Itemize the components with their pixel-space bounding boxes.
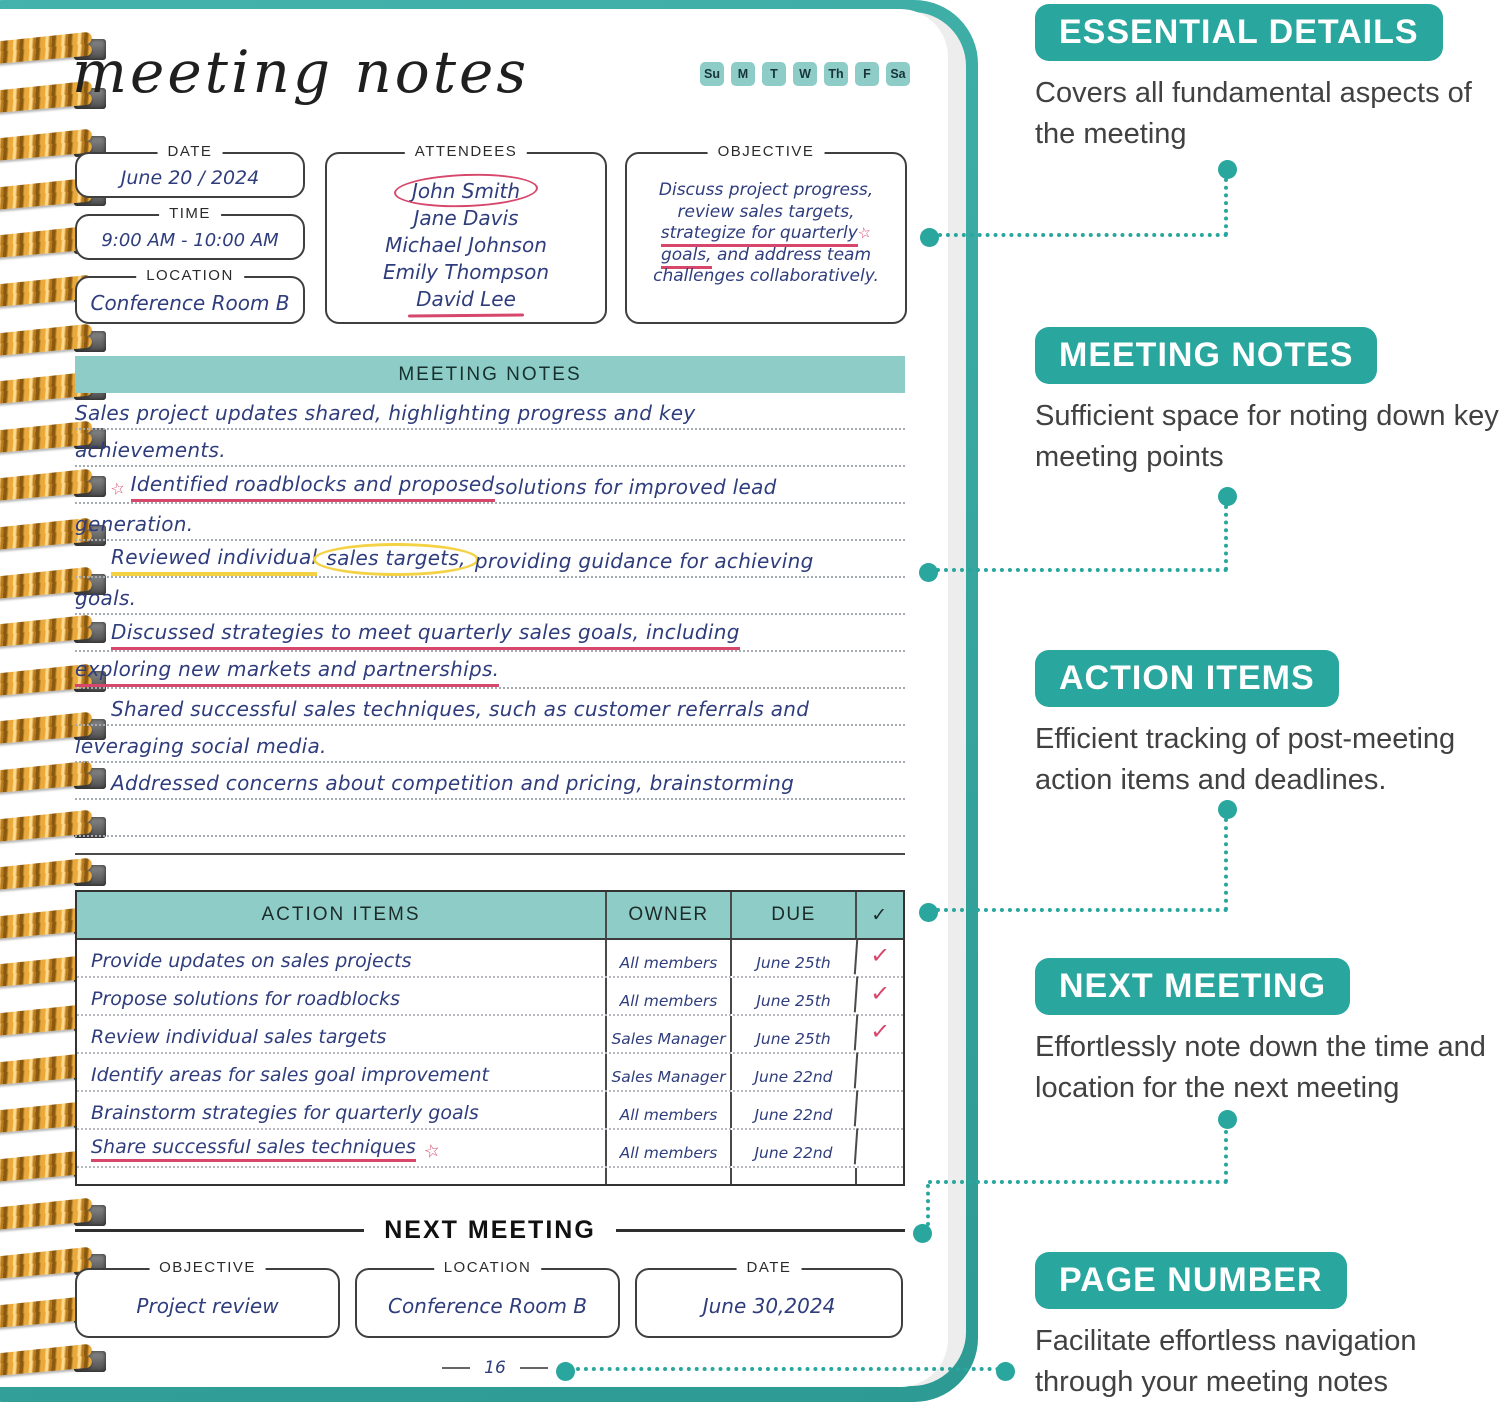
objective-label: OBJECTIVE <box>708 143 825 160</box>
action-item-text: Identify areas for sales goal improvement <box>91 1064 489 1086</box>
weekday-box: T <box>762 62 786 86</box>
callout-description: Facilitate effortless navigation through your meeting notes <box>1035 1325 1417 1398</box>
note-line <box>75 652 905 689</box>
date-field <box>75 143 305 198</box>
callout-title-badge: ESSENTIAL DETAILS <box>1035 4 1443 61</box>
owner-cell: All members <box>605 940 730 976</box>
text-segment: strategize for quarterly <box>661 223 858 247</box>
action-items-table <box>75 890 905 1186</box>
connector-line <box>576 1367 1000 1371</box>
next-date-label: DATE <box>737 1259 802 1276</box>
action-item-cell <box>77 1054 605 1090</box>
note-line <box>75 615 905 652</box>
note-line <box>75 467 905 504</box>
page-number-value: 16 <box>484 1358 506 1378</box>
connector-dot <box>920 228 939 247</box>
weekday-box: Th <box>824 62 848 86</box>
due-cell: June 25th <box>730 978 855 1014</box>
text-segment: challenges collaboratively. <box>653 266 879 286</box>
connector-dot <box>1218 160 1237 179</box>
text-segment: Identified roadblocks and proposed <box>131 472 495 502</box>
connector-dot <box>556 1362 575 1381</box>
page-number <box>410 1358 580 1378</box>
connector-dot <box>1218 800 1237 819</box>
text-segment: Shared successful sales techniques, such as customer referrals and <box>111 697 810 721</box>
callout <box>1035 4 1500 154</box>
next-meeting-title: NEXT MEETING <box>384 1216 596 1244</box>
note-line <box>75 578 905 615</box>
col-header-action-items: ACTION ITEMS <box>261 904 421 925</box>
action-item-cell <box>77 978 605 1014</box>
col-header-due <box>730 892 855 938</box>
empty-check-cell <box>854 1128 904 1167</box>
note-line <box>75 430 905 467</box>
text-segment: exploring new markets and partnerships. <box>75 657 499 687</box>
col-header-owner-label: OWNER <box>628 904 709 925</box>
callout <box>1035 1252 1500 1402</box>
attendees-field <box>325 143 607 324</box>
callout-description: Covers all fundamental aspects of the meeting <box>1035 77 1472 150</box>
callout <box>1035 650 1500 800</box>
due-cell: June 22nd <box>730 1130 855 1166</box>
callout <box>1035 327 1500 477</box>
check-header-glyph: ✓ <box>871 904 889 926</box>
connector-dot <box>913 1224 932 1243</box>
callout-title-badge: NEXT MEETING <box>1035 958 1350 1015</box>
connector-line <box>926 1184 930 1226</box>
connector-dot <box>1218 1110 1237 1129</box>
red-check-mark: ✓ <box>854 938 904 977</box>
col-header-owner <box>605 892 730 938</box>
text-segment: providing guidance for achieving <box>474 549 814 573</box>
time-value: 9:00 AM - 10:00 AM <box>101 229 279 251</box>
meeting-notes-header: MEETING NOTES <box>75 356 905 393</box>
weekday-boxes <box>700 62 910 86</box>
text-segment: solutions for improved lead <box>494 475 777 499</box>
due-cell: June 22nd <box>730 1054 855 1090</box>
objective-line <box>678 202 855 224</box>
text-segment: generation. <box>75 512 194 536</box>
text-segment: review sales targets, <box>677 201 855 222</box>
callout-title-badge: PAGE NUMBER <box>1035 1252 1347 1309</box>
attendee-item <box>414 205 519 232</box>
table-row <box>77 940 903 978</box>
connector-line <box>938 233 1228 237</box>
red-star-annotation: ☆ <box>421 1139 442 1164</box>
objective-line <box>653 266 879 288</box>
table-row <box>77 1130 903 1168</box>
table-rows <box>77 940 903 1168</box>
note-line <box>75 504 905 541</box>
connector-dot <box>1218 487 1237 506</box>
time-field <box>75 205 305 260</box>
table-header-row <box>77 892 903 940</box>
action-item-text: Provide updates on sales projects <box>91 950 412 972</box>
col-header-check-icon <box>855 892 903 938</box>
action-item-cell <box>77 1016 605 1052</box>
next-meeting-heading <box>75 1216 905 1245</box>
due-cell: June 22nd <box>730 1092 855 1128</box>
attendee-item <box>412 178 520 205</box>
connector-line <box>1224 818 1228 911</box>
text-segment: Addressed concerns about competition and pricing, brainstorming <box>111 771 795 795</box>
note-line <box>75 689 905 726</box>
due-cell: June 25th <box>730 940 855 976</box>
owner-cell: All members <box>605 978 730 1014</box>
action-item-text: Share successful sales techniques <box>91 1136 416 1162</box>
objective-field <box>625 143 907 324</box>
next-meeting-location-field <box>355 1259 620 1338</box>
attendees-list <box>327 154 605 322</box>
spiral-coil <box>0 328 110 356</box>
objective-line <box>661 245 871 267</box>
text-segment: Discuss project progress, <box>658 180 874 200</box>
empty-check-cell <box>854 1052 904 1091</box>
action-item-cell <box>77 1092 605 1128</box>
text-segment: sales targets, <box>313 543 478 576</box>
connector-dot <box>996 1362 1015 1381</box>
date-value: June 20 / 2024 <box>120 167 260 189</box>
callout <box>1035 958 1500 1108</box>
table-row <box>77 1054 903 1092</box>
weekday-box: F <box>855 62 879 86</box>
table-row <box>77 1092 903 1130</box>
table-row <box>77 1016 903 1054</box>
weekday-box: W <box>793 62 817 86</box>
attendees-label: ATTENDEES <box>405 143 527 160</box>
connector-line <box>928 1180 1228 1184</box>
attendee-name-red-circle: John Smith <box>411 179 521 203</box>
weekday-box: Sa <box>886 62 910 86</box>
col-header-due-label: DUE <box>771 904 816 925</box>
owner-cell: All members <box>605 1092 730 1128</box>
table-filler-row <box>77 1168 903 1184</box>
text-segment: goals, <box>661 245 712 269</box>
text-segment: Discussed strategies to meet quarterly sales goals, including <box>111 620 740 650</box>
text-segment: achievements. <box>75 438 226 462</box>
note-line <box>75 541 905 578</box>
callout-description: Effortlessly note down the time and location for the next meeting <box>1035 1031 1486 1104</box>
action-item-text: Propose solutions for roadblocks <box>91 988 401 1010</box>
note-line <box>75 800 905 837</box>
owner-cell: All members <box>605 1130 730 1166</box>
text-segment: Sales project updates shared, highlighting progress and key <box>75 401 696 425</box>
due-cell: June 25th <box>730 1016 855 1052</box>
connector-line <box>1224 178 1228 236</box>
next-meeting-date-field <box>635 1259 903 1338</box>
owner-cell: Sales Manager <box>605 1054 730 1090</box>
date-label: DATE <box>158 143 223 160</box>
text-segment: and address team <box>711 244 872 265</box>
red-star-annotation: ☆ <box>855 222 873 244</box>
next-location-value: Conference Room B <box>387 1294 587 1318</box>
text-segment: Reviewed individual <box>111 545 317 576</box>
next-meeting-objective-field <box>75 1259 340 1338</box>
action-item-text: Review individual sales targets <box>91 1026 387 1048</box>
attendee-item <box>383 259 549 286</box>
attendee-name: Michael Johnson <box>385 233 547 257</box>
connector-line <box>936 908 1228 912</box>
next-objective-label: OBJECTIVE <box>149 1259 266 1276</box>
next-location-label: LOCATION <box>434 1259 542 1276</box>
red-check-mark: ✓ <box>854 1014 904 1053</box>
location-field <box>75 267 305 324</box>
attendee-name-red-underline: David Lee <box>416 287 516 311</box>
action-item-cell <box>77 1130 605 1166</box>
connector-line <box>1224 1130 1228 1183</box>
connector-line <box>1224 505 1228 571</box>
callout-description: Sufficient space for noting down key meeting points <box>1035 400 1499 473</box>
note-line <box>75 726 905 763</box>
objective-text <box>627 154 905 322</box>
meeting-notes-lines <box>75 393 905 837</box>
time-label: TIME <box>159 205 221 222</box>
objective-line <box>661 223 871 245</box>
next-date-value: June 30,2024 <box>702 1294 836 1318</box>
attendee-name: Emily Thompson <box>382 260 550 284</box>
red-star-annotation: ☆ <box>108 477 128 500</box>
callout-title-badge: ACTION ITEMS <box>1035 650 1339 707</box>
connector-dot <box>919 563 938 582</box>
connector-dot <box>919 903 938 922</box>
callout-title-badge: MEETING NOTES <box>1035 327 1377 384</box>
note-line <box>75 763 905 800</box>
location-label: LOCATION <box>136 267 244 284</box>
attendee-item <box>416 286 516 313</box>
objective-line <box>659 180 873 202</box>
weekday-box: Su <box>700 62 724 86</box>
empty-check-cell <box>854 1090 904 1129</box>
next-objective-value: Project review <box>136 1294 279 1318</box>
section-divider <box>75 853 905 855</box>
action-item-cell <box>77 940 605 976</box>
table-row <box>77 978 903 1016</box>
connector-line <box>936 568 1228 572</box>
weekday-box: M <box>731 62 755 86</box>
text-segment: goals. <box>75 586 137 610</box>
red-check-mark: ✓ <box>854 976 904 1015</box>
meeting-notes-title: meeting notes <box>72 38 530 106</box>
action-item-text: Brainstorm strategies for quarterly goals <box>91 1102 479 1124</box>
attendee-name: Jane Davis <box>413 206 519 230</box>
spiral-coil <box>0 1348 110 1376</box>
owner-cell: Sales Manager <box>605 1016 730 1052</box>
note-line <box>75 393 905 430</box>
location-value: Conference Room B <box>90 291 290 315</box>
callout-description: Efficient tracking of post-meeting action items and deadlines. <box>1035 723 1456 796</box>
spiral-coil <box>0 862 110 890</box>
text-segment: leveraging social media. <box>75 734 327 758</box>
attendee-item <box>385 232 547 259</box>
